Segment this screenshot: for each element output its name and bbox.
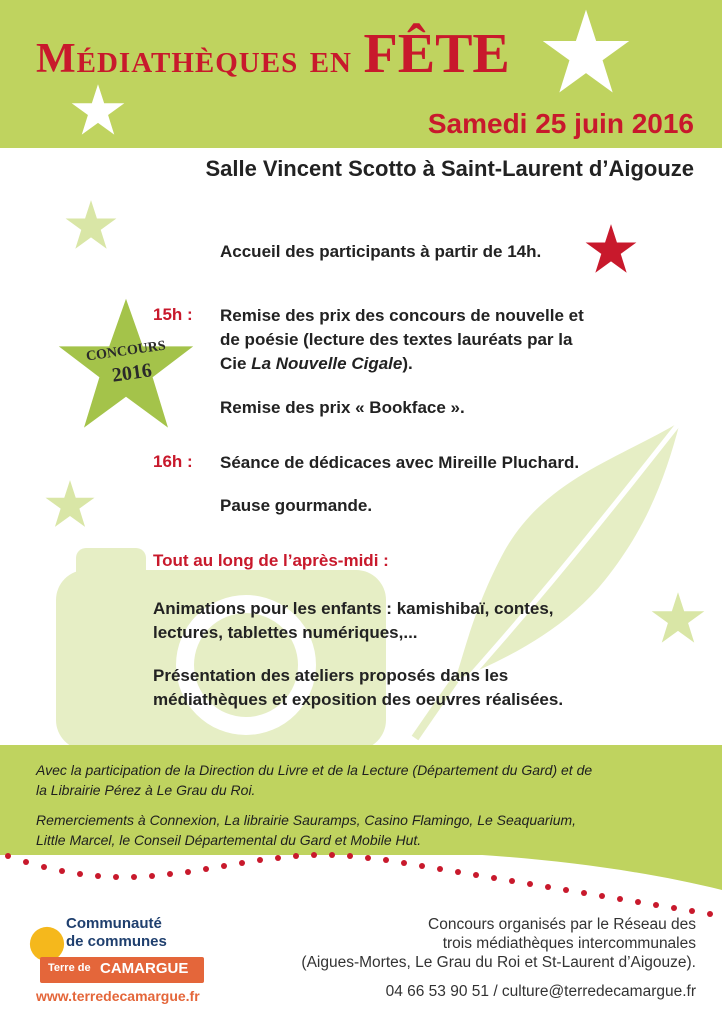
event-prizes [220,304,660,376]
credits-participation-line2: la Librairie Pérez à Le Grau du Roi. [36,782,256,798]
event-prizes-company: La Nouvelle Cigale [251,354,403,373]
organizer-line1: Concours organisés par le Réseau des [428,916,696,933]
star-icon-left-middle [44,478,96,530]
star-icon-header-small [70,82,126,138]
dotted-wave-divider [0,850,722,920]
organizer-line3: (Aigues-Mortes, Le Grau du Roi et St-Laurent d’Aigouze). [301,954,696,971]
logo-line1: Communauté [66,915,162,932]
credits-participation-line1: Avec la participation de la Direction du Livre et de la Lecture (Département du Gard) et de [36,762,593,778]
event-signing: Séance de dédicaces avec Mireille Pluchard. [220,453,580,472]
concours-badge-line1: CONCOURS [85,338,167,365]
activity-children-line2: lectures, tablettes numériques,... [153,623,418,642]
organizer-line2: trois médiathèques intercommunales [442,935,696,952]
time-15h: 15h : [153,305,193,324]
event-prizes-line3 [220,352,660,376]
credits-thanks-line2: Little Marcel, le Conseil Départemental du Gard et Mobile Hut. [36,832,422,848]
event-prizes-prefix: Cie [220,354,252,373]
organizer-info [301,915,696,972]
event-prizes-suffix: ). [402,354,413,373]
logo-brand-bar [40,957,204,983]
credits-thanks [36,810,696,850]
title-part2: FÊTE [363,23,510,85]
event-prizes-line1: Remise des prix des concours de nouvelle et [220,306,584,325]
time-16h: 16h : [153,452,193,471]
activity-children [153,597,673,645]
activity-workshops [153,664,673,712]
activity-workshops-line1: Présentation des ateliers proposés dans les [153,666,509,685]
star-icon-header-large [540,6,632,98]
star-icon-red [584,222,638,276]
welcome-text: Accueil des participants à partir de 14h. [220,242,542,261]
event-bookface: Remise des prix « Bookface ». [220,398,465,417]
credits-thanks-line1: Remerciements à Connexion, La librairie Sauramps, Casino Flamingo, Le Seaquarium, [36,812,577,828]
concours-badge-line2: 2016 [110,359,154,387]
star-icon-left-top [64,198,118,252]
event-prizes-line2: de poésie (lecture des textes lauréats par la [220,330,573,349]
event-date: Samedi 25 juin 2016 [427,108,694,139]
page-title [36,22,510,86]
contact-info: 04 66 53 90 51 / culture@terredecamargue.fr [385,983,696,1000]
event-snack: Pause gourmande. [220,496,373,515]
logo-brand-main: CAMARGUE [100,960,189,977]
title-part1: Médiathèques en [36,36,364,82]
logo-line2: de communes [66,933,167,950]
credits-participation [36,760,696,800]
event-venue: Salle Vincent Scotto à Saint-Laurent d’Aigouze [205,156,694,181]
afternoon-heading: Tout au long de l’après-midi : [153,551,389,570]
website-link[interactable]: www.terredecamargue.fr [36,988,200,1004]
activity-workshops-line2: médiathèques et exposition des oeuvres réalisées. [153,690,564,709]
activity-children-line1: Animations pour les enfants : kamishibaï, contes, [153,599,554,618]
logo-brand-prefix: Terre de [48,962,91,974]
